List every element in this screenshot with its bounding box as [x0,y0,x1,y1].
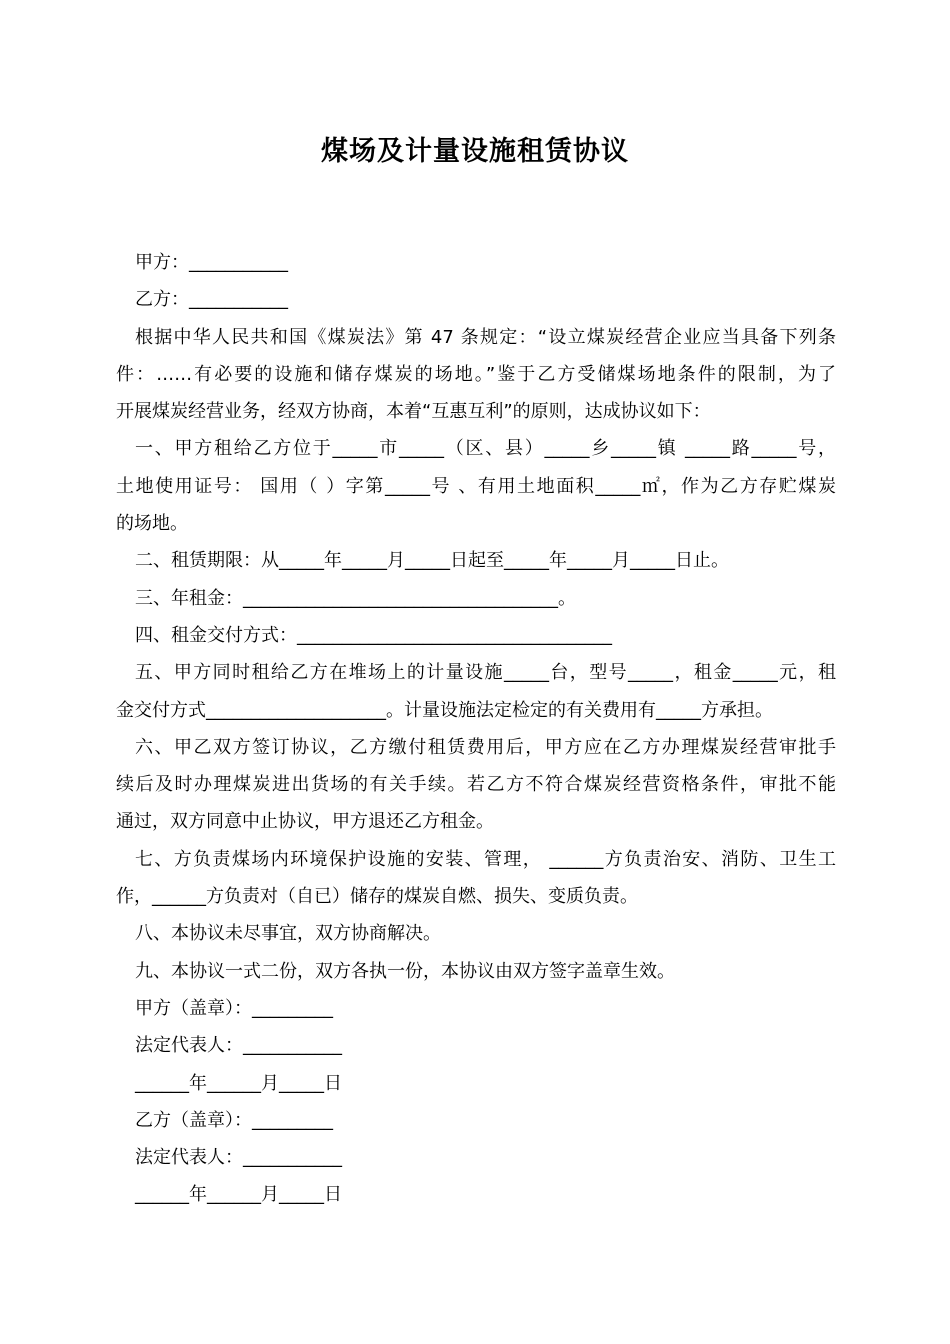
document-line: 二、租赁期限：从_____年_____月_____日起至_____年_____月_____日止。 [135,550,729,572]
document-line: 开展煤炭经营业务，经双方协商，本着“互惠互利”的原则，达成协议如下： [116,401,711,423]
document-line: 通过，双方同意中止协议，甲方退还乙方租金。 [116,811,494,833]
document-line: 三、年租金：___________________________________。 [135,587,576,609]
document-line: 续后及时办理煤炭进出货场的有关手续。若乙方不符合煤炭经营资格条件，审批不能 [116,774,836,796]
document-line: 甲方（盖章）：_________ [135,997,333,1019]
document-line: 法定代表人：___________ [135,1147,342,1169]
document-line: 九、本协议一式二份，双方各执一份，本协议由双方签字盖章生效。 [135,960,675,982]
document-line: 件：……有必要的设施和储存煤炭的场地。”鉴于乙方受储煤场地条件的限制，为了 [116,363,836,385]
document-line: 五、甲方同时租给乙方在堆场上的计量设施_____台，型号_____，租金_____元，租 [135,662,836,684]
document-line: ______年______月_____日 [135,1184,342,1206]
document-line: 作，______方负责对（自已）储存的煤炭自燃、损失、变质负责。 [116,886,638,908]
document-line: 土地使用证号： 国用（ ）字第_____号 、有用土地面积_____㎡，作为乙方存贮煤炭 [116,475,836,497]
document-body [116,244,836,1214]
document-line: 七、方负责煤场内环境保护设施的安装、管理， ______方负责治安、消防、卫生工 [135,848,836,870]
document-line: 乙方：___________ [135,289,288,311]
document-line: 的场地。 [116,513,188,535]
document-line: 根据中华人民共和国《煤炭法》第 47 条规定：“设立煤炭经营企业应当具备下列条 [135,326,836,348]
document-line: 乙方（盖章）：_________ [135,1109,333,1131]
document-line: 金交付方式____________________。计量设施法定检定的有关费用有_____方承担。 [116,699,773,721]
document-line: 八、本协议未尽事宜，双方协商解决。 [135,923,441,945]
document-line: 四、租金交付方式：___________________________________ [135,624,612,646]
document-line: 法定代表人：___________ [135,1035,342,1057]
document-line: 一、甲方租给乙方位于_____市_____（区、县）_____乡_____镇 _____路_____号， [135,438,836,460]
document-line: 甲方：___________ [135,252,288,273]
document-line: 六、甲乙双方签订协议，乙方缴付租赁费用后，甲方应在乙方办理煤炭经营审批手 [135,736,836,758]
document-line: ______年______月_____日 [135,1072,342,1094]
document-title: 煤场及计量设施租赁协议 [321,136,629,167]
